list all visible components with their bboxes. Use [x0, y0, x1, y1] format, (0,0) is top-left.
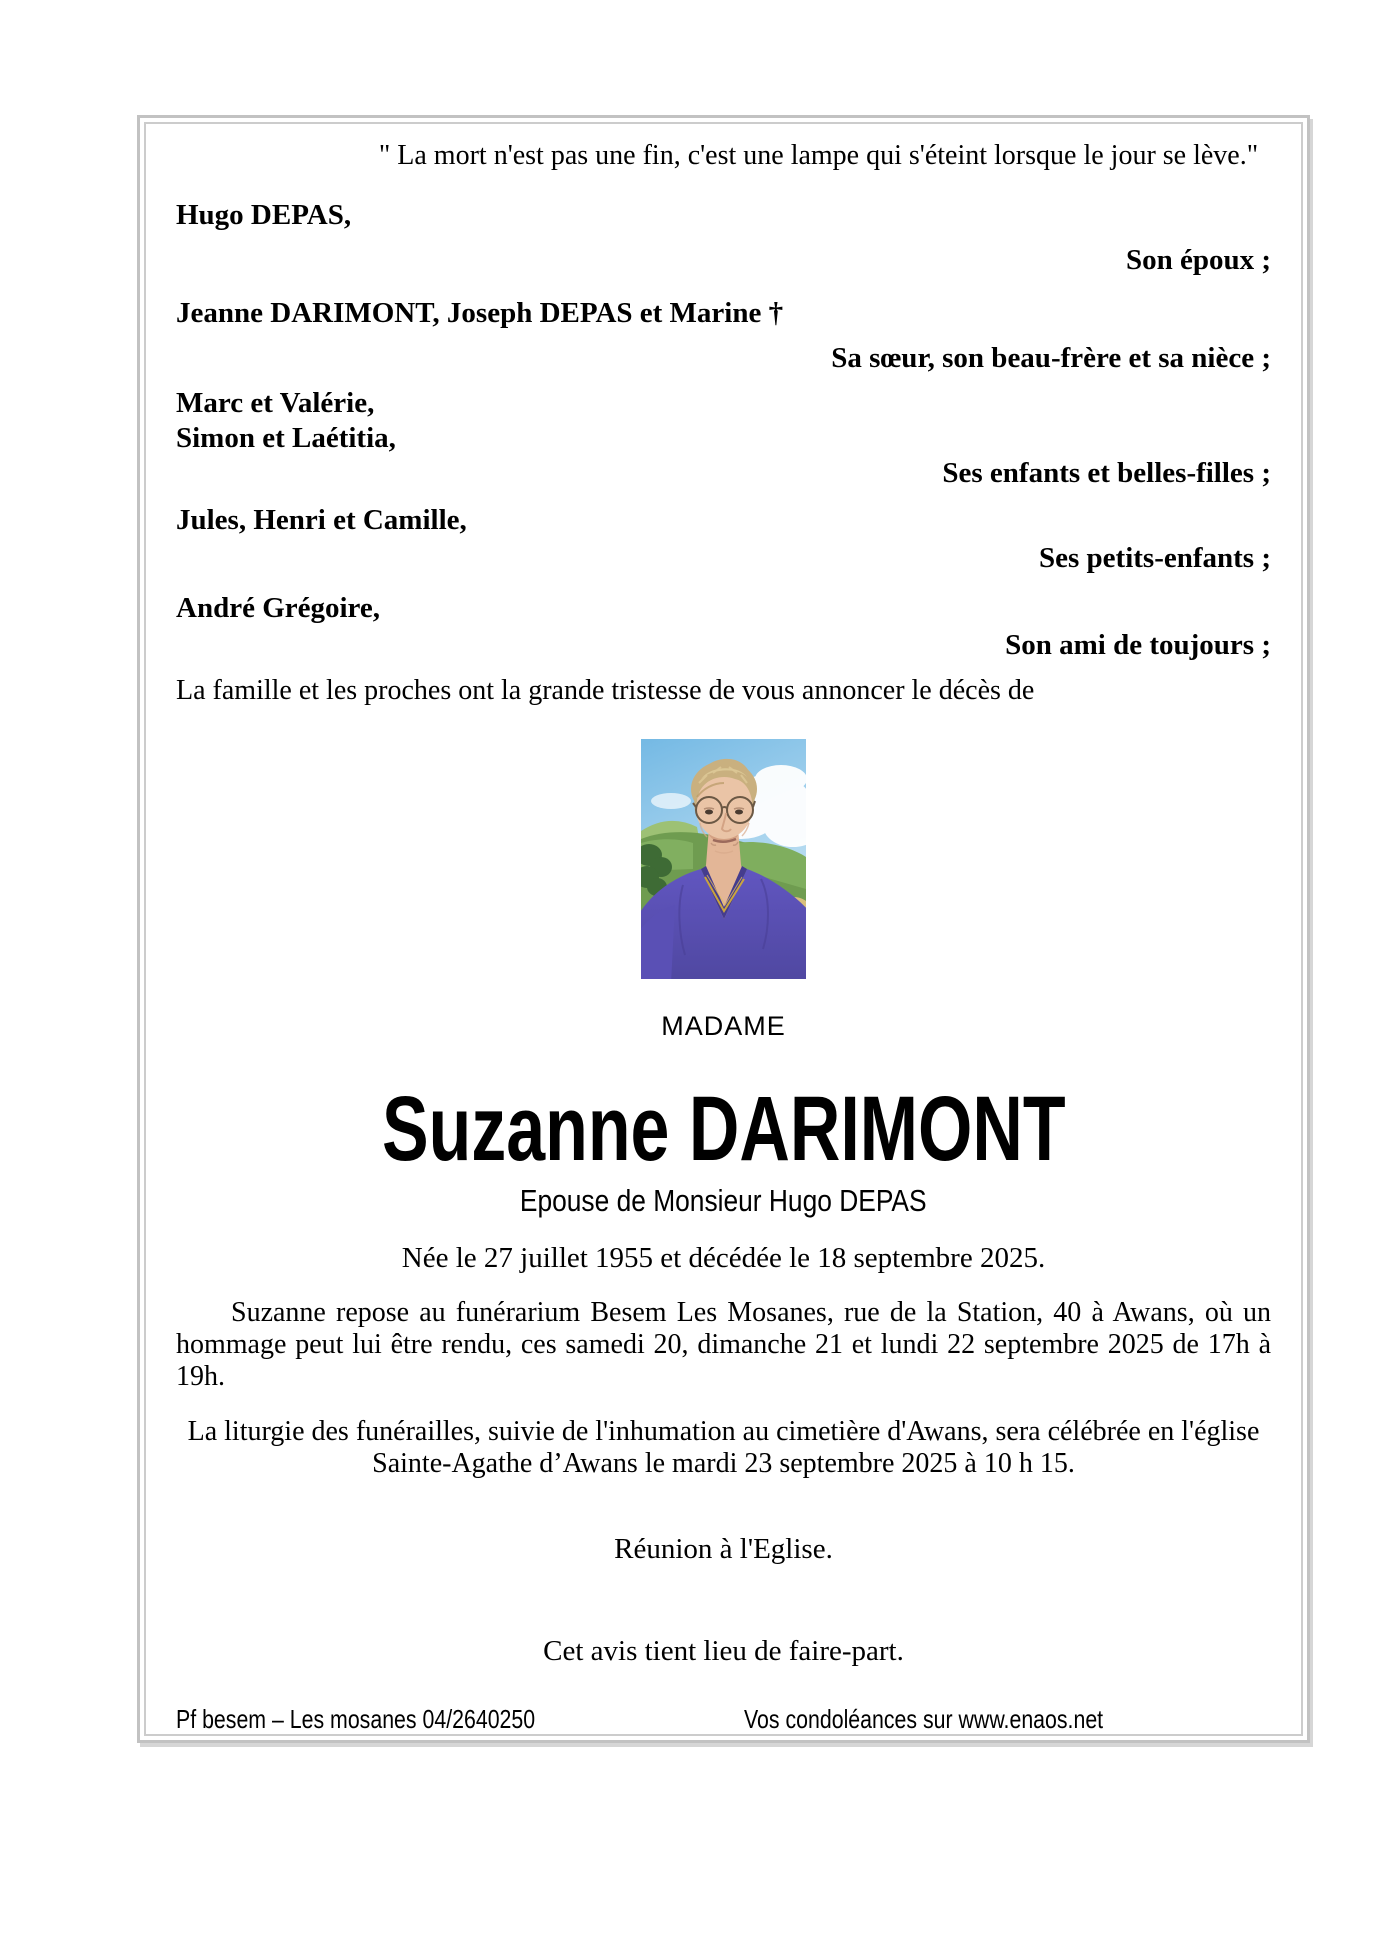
- spouse-line: Epouse de Monsieur Hugo DEPAS: [520, 1183, 927, 1218]
- liturgy-paragraph: La liturgie des funérailles, suivie de l'inhumation au cimetière d'Awans, sera célébrée en l'église Sainte-Agathe d’Awans le mardi 23 septembre 2025 à 10 h 15.: [187, 1416, 1260, 1479]
- footer-condolences: Vos condoléances sur www.enaos.net: [744, 1704, 1104, 1734]
- footer: [176, 1704, 1271, 1736]
- family-name-line: André Grégoire,: [176, 592, 381, 624]
- family-name-line: Simon et Laétitia,: [176, 422, 396, 454]
- family-name-line: Jeanne DARIMONT, Joseph DEPAS et Marine †: [176, 297, 784, 329]
- family-name-line: Marc et Valérie,: [176, 387, 375, 419]
- announcement-line: La famille et les proches ont la grande tristesse de vous annoncer le décès de: [176, 675, 1035, 706]
- title-madame: MADAME: [661, 1011, 786, 1041]
- family-block: [176, 198, 1271, 663]
- deceased-name-wrap: [176, 1078, 1271, 1180]
- family-name-line: Jules, Henri et Camille,: [176, 504, 467, 536]
- portrait-photo: [176, 739, 1271, 979]
- memorial-card: [137, 115, 1310, 1743]
- birth-death-line: Née le 27 juillet 1955 et décédée le 18 septembre 2025.: [401, 1242, 1046, 1274]
- family-role: Ses petits-enfants ;: [1039, 542, 1271, 574]
- spouse-line-wrap: [176, 1183, 1271, 1224]
- reunion-line: Réunion à l'Eglise.: [614, 1533, 833, 1565]
- family-role: Son époux ;: [1125, 244, 1271, 276]
- family-role: Son ami de toujours ;: [1005, 629, 1271, 661]
- memorial-quote: " La mort n'est pas une fin, c'est une lampe qui s'éteint lorsque le jour se lève.": [378, 140, 1259, 171]
- family-name-line: Hugo DEPAS,: [176, 199, 352, 231]
- repose-paragraph: Suzanne repose au funérarium Besem Les Mosanes, rue de la Station, 40 à Awans, où un hommage peut lui être rendu, ces samedi 20, dimanche 21 et lundi 22 septembre 2025 de 17h à 19h.: [176, 1297, 1271, 1392]
- memorial-card-inner: [144, 122, 1303, 1736]
- notice-line: Cet avis tient lieu de faire-part.: [543, 1635, 904, 1667]
- family-role: Sa sœur, son beau-frère et sa nièce ;: [831, 342, 1271, 374]
- family-role: Ses enfants et belles-filles ;: [942, 457, 1271, 489]
- footer-funeral-home: Pf besem – Les mosanes 04/2640250: [176, 1704, 536, 1734]
- deceased-name: Suzanne DARIMONT: [381, 1078, 1066, 1180]
